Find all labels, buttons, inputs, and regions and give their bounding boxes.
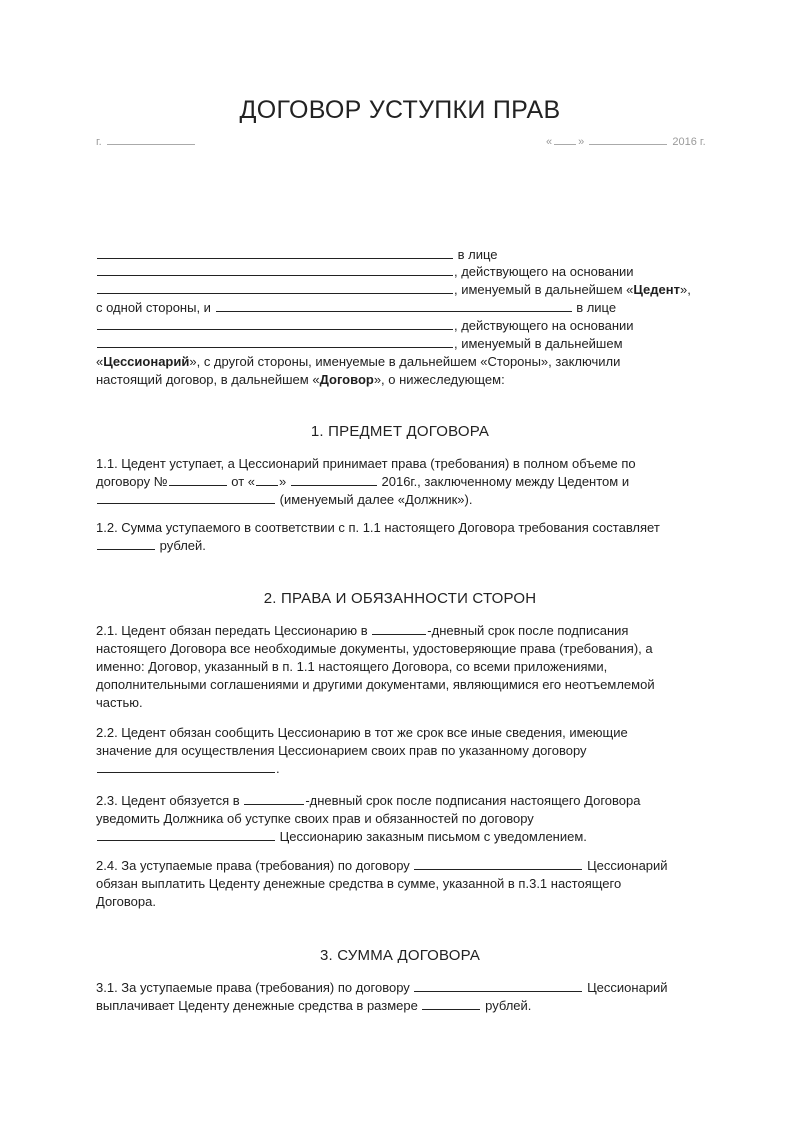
text: , действующего на основании: [454, 318, 634, 333]
blank: [414, 980, 582, 992]
blank: [97, 264, 453, 276]
clause-2-1-line-4: дополнительными соглашениями и другими документами, являющимися его неотъемлемой: [96, 677, 655, 692]
text: рублей.: [159, 538, 206, 553]
parties-line-2: [96, 263, 634, 280]
date-close-quote: »: [578, 136, 585, 148]
parties-line-3: [96, 281, 691, 298]
text: », о нижеследующем:: [373, 372, 505, 387]
cessionary-term: Цессионарий: [103, 354, 190, 369]
clause-2-2-line-1: 2.2. Цедент обязан сообщить Цессионарию в тот же срок все иные сведения, имеющие: [96, 725, 628, 740]
text: в лице: [576, 300, 617, 315]
document-title: ДОГОВОР УСТУПКИ ПРАВ: [239, 96, 561, 124]
cedent-term: Цедент: [633, 282, 680, 297]
clause-2-1-line-2: настоящего Договора все необходимые документы, удостоверяющие права (требования), а: [96, 641, 653, 656]
parties-line-5: [96, 317, 634, 334]
text: , действующего на основании: [454, 264, 634, 279]
text: настоящий договор, в дальнейшем «: [96, 372, 320, 387]
clause-2-4-line-2: обязан выплатить Цеденту денежные средства в сумме, указанной в п.3.1 настоящего: [96, 876, 622, 891]
blank: [97, 538, 155, 550]
city-blank: [107, 134, 195, 145]
text: , именуемый в дальнейшем «: [454, 282, 634, 297]
parties-line-1: [96, 246, 498, 263]
blank: [97, 761, 275, 773]
text: рублей.: [485, 998, 532, 1013]
text: 2.4. За уступаемые права (требования) по договору: [96, 858, 410, 873]
blank: [244, 793, 304, 805]
clause-1-2-line-2: [96, 537, 206, 554]
blank: [97, 282, 453, 294]
clause-2-3-line-2: уведомить Должника об уступке своих прав и обязанностей по договору: [96, 811, 534, 826]
text: -дневный срок после подписания: [427, 623, 629, 638]
text: 2.3. Цедент обязуется в: [96, 793, 240, 808]
text: в лице: [457, 247, 498, 262]
clause-2-4-line-3: Договора.: [96, 894, 156, 909]
text: от «: [231, 474, 256, 489]
clause-1-2-line-1: 1.2. Сумма уступаемого в соответствии с п. 1.1 настоящего Договора требования составляет: [96, 520, 660, 535]
city-field: [96, 134, 197, 148]
text: »,: [679, 282, 691, 297]
clause-2-4-line-1: [96, 857, 668, 874]
blank: [372, 623, 426, 635]
blank: [169, 474, 227, 486]
parties-line-8: [96, 371, 505, 388]
text: Цессионарий: [587, 858, 668, 873]
section-3-heading: 3. СУММА ДОГОВОРА: [319, 947, 481, 964]
clause-2-1-line-3: именно: Договор, указанный в п. 1.1 настоящего Договора, со всеми приложениями,: [96, 659, 608, 674]
clause-1-1-line-1: 1.1. Цедент уступает, а Цессионарий принимает права (требования) в полном объеме по: [96, 456, 636, 471]
blank: [216, 300, 572, 312]
text: 3.1. За уступаемые права (требования) по договору: [96, 980, 410, 995]
blank: [414, 858, 582, 870]
text: 2016г., заключенному между Цедентом и: [381, 474, 630, 489]
day-blank: [554, 134, 576, 145]
clause-2-2-line-3: [96, 760, 280, 777]
text: «: [96, 354, 104, 369]
text: .: [276, 761, 280, 776]
text: выплачивает Цеденту денежные средства в размере: [96, 998, 418, 1013]
blank: [256, 474, 278, 486]
text: договору №: [96, 474, 168, 489]
text: (именуемый далее «Должник»).: [279, 492, 473, 507]
parties-line-6: [96, 335, 623, 352]
date-field: [546, 134, 706, 148]
text: , именуемый в дальнейшем: [454, 336, 623, 351]
clause-2-2-line-2: значение для осуществления Цессионарием своих прав по указанному договору: [96, 743, 587, 758]
blank: [97, 318, 453, 330]
blank: [422, 998, 480, 1010]
date-open-quote: «: [546, 136, 553, 148]
blank: [97, 247, 453, 259]
blank: [97, 336, 453, 348]
parties-line-4: [96, 299, 616, 316]
clause-3-1-line-2: [96, 997, 531, 1014]
clause-1-1-line-3: [96, 491, 472, 508]
text: 2.1. Цедент обязан передать Цессионарию в: [96, 623, 368, 638]
text: Цессионарию заказным письмом с уведомлением.: [279, 829, 587, 844]
clause-2-3-line-3: [96, 828, 587, 845]
month-blank: [589, 134, 667, 145]
clause-3-1-line-1: [96, 979, 668, 996]
parties-line-7: [96, 353, 620, 370]
text: -дневный срок после подписания настоящего Договора: [305, 793, 641, 808]
section-2-heading: 2. ПРАВА И ОБЯЗАННОСТИ СТОРОН: [263, 590, 537, 607]
section-1-heading: 1. ПРЕДМЕТ ДОГОВОРА: [310, 423, 490, 440]
city-prefix: г.: [96, 136, 102, 148]
clause-2-1-line-1: [96, 622, 628, 639]
date-year: 2016 г.: [672, 136, 706, 148]
clause-2-1-line-5: частью.: [96, 695, 143, 710]
blank: [97, 492, 275, 504]
text: », с другой стороны, именуемые в дальнейшем «Стороны», заключили: [189, 354, 621, 369]
blank: [97, 829, 275, 841]
text: Цессионарий: [587, 980, 668, 995]
text: »: [279, 474, 287, 489]
clause-2-3-line-1: [96, 792, 640, 809]
contract-term: Договор: [319, 372, 374, 387]
clause-1-1-line-2: [96, 473, 629, 490]
blank: [291, 474, 377, 486]
text: с одной стороны, и: [96, 300, 211, 315]
